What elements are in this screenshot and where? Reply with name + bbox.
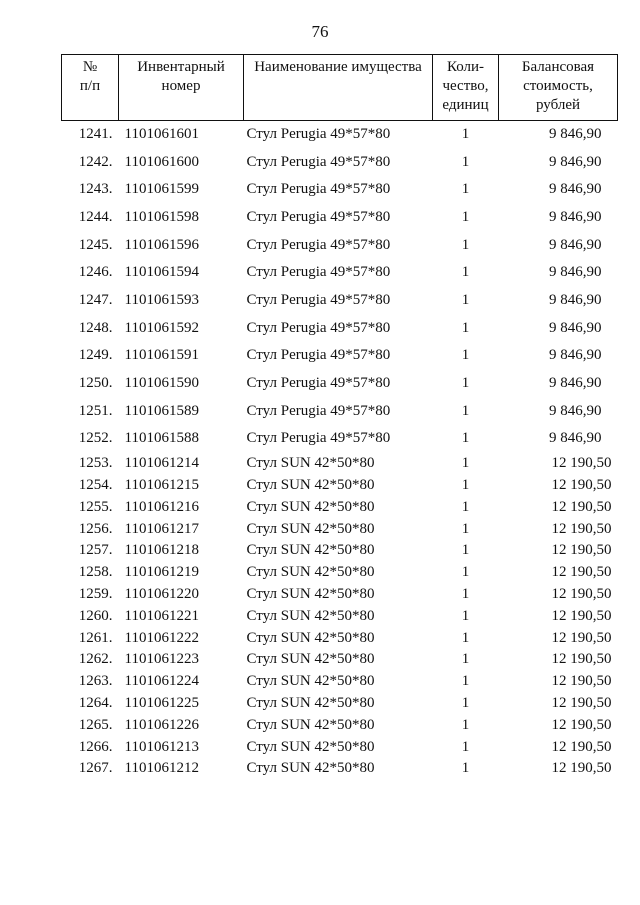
quantity: 1 [461, 291, 470, 308]
quantity: 1 [461, 564, 470, 581]
row-number: 1258. [78, 564, 113, 581]
quantity: 1 [461, 651, 470, 668]
row-number: 1261. [78, 629, 113, 646]
quantity: 1 [461, 455, 470, 472]
item-name: Стул SUN 42*50*80 [246, 585, 375, 602]
book-value: 12 190,50 [551, 498, 612, 515]
quantity: 1 [461, 347, 470, 364]
row-number: 1266. [78, 738, 113, 755]
row-number: 1265. [78, 716, 113, 733]
row-number: 1246. [78, 264, 113, 281]
inventory-number: 1101061221 [124, 607, 199, 624]
quantity: 1 [461, 153, 470, 170]
quantity: 1 [461, 760, 470, 777]
inventory-number: 1101061591 [124, 347, 199, 364]
inventory-number: 1101061599 [124, 181, 199, 198]
row-number: 1257. [78, 542, 113, 559]
header-line: рублей [535, 97, 581, 113]
table-body-perugia [62, 121, 618, 453]
quantity: 1 [461, 208, 470, 225]
inventory-number: 1101061216 [124, 498, 199, 515]
header-line: стоимость, [523, 78, 593, 94]
header-line: чество, [442, 78, 489, 94]
item-name: Стул Perugia 49*57*80 [246, 375, 391, 392]
table-row [62, 671, 618, 693]
table-row [62, 627, 618, 649]
quantity: 1 [461, 264, 470, 281]
inventory-number: 1101061224 [124, 673, 199, 690]
book-value: 9 846,90 [549, 375, 602, 392]
book-value: 12 190,50 [551, 694, 612, 711]
header-line: Инвентарный [137, 59, 225, 75]
row-number: 1242. [78, 153, 113, 170]
item-name: Стул SUN 42*50*80 [246, 520, 375, 537]
quantity: 1 [461, 629, 470, 646]
item-name: Стул Perugia 49*57*80 [246, 430, 391, 447]
table-row [62, 649, 618, 671]
row-number: 1260. [78, 607, 113, 624]
table-row [62, 231, 618, 259]
row-number: 1243. [78, 181, 113, 198]
table-header [62, 55, 618, 121]
book-value: 12 190,50 [551, 629, 612, 646]
row-number: 1263. [78, 673, 113, 690]
book-value: 12 190,50 [551, 520, 612, 537]
header-line: № [82, 59, 98, 75]
header-line: Балансовая [521, 59, 595, 75]
quantity: 1 [461, 126, 470, 143]
table-row [62, 693, 618, 715]
quantity: 1 [461, 716, 470, 733]
table-row [62, 287, 618, 315]
book-value: 9 846,90 [549, 402, 602, 419]
inventory-number: 1101061213 [124, 738, 199, 755]
book-value: 9 846,90 [549, 430, 602, 447]
table-row [62, 736, 618, 758]
inventory-number: 1101061596 [124, 236, 199, 253]
table-row [62, 425, 618, 453]
book-value: 9 846,90 [549, 319, 602, 336]
row-number: 1252. [78, 430, 113, 447]
book-value: 9 846,90 [549, 181, 602, 198]
inventory-number: 1101061592 [124, 319, 199, 336]
item-name: Стул SUN 42*50*80 [246, 738, 375, 755]
book-value: 9 846,90 [549, 236, 602, 253]
row-number: 1253. [78, 455, 113, 472]
table-row [62, 148, 618, 176]
row-number: 1247. [78, 291, 113, 308]
item-name: Стул SUN 42*50*80 [246, 498, 375, 515]
row-number: 1262. [78, 651, 113, 668]
item-name: Стул SUN 42*50*80 [246, 455, 375, 472]
item-name: Стул SUN 42*50*80 [246, 629, 375, 646]
book-value: 12 190,50 [551, 455, 612, 472]
table-row [62, 584, 618, 606]
book-value: 12 190,50 [551, 673, 612, 690]
table-row [62, 453, 618, 475]
item-name: Стул Perugia 49*57*80 [246, 319, 391, 336]
item-name: Стул SUN 42*50*80 [246, 607, 375, 624]
table-body-sun [62, 453, 618, 780]
inventory-number: 1101061225 [124, 694, 199, 711]
table-row [62, 204, 618, 232]
book-value: 9 846,90 [549, 208, 602, 225]
item-name: Стул Perugia 49*57*80 [246, 236, 391, 253]
book-value: 9 846,90 [549, 153, 602, 170]
row-number: 1244. [78, 208, 113, 225]
quantity: 1 [461, 319, 470, 336]
book-value: 12 190,50 [551, 564, 612, 581]
page-number: 76 [311, 22, 329, 41]
inventory-number: 1101061590 [124, 375, 199, 392]
row-number: 1267. [78, 760, 113, 777]
book-value: 9 846,90 [549, 126, 602, 143]
inventory-number: 1101061223 [124, 651, 199, 668]
item-name: Стул Perugia 49*57*80 [246, 181, 391, 198]
inventory-number: 1101061219 [124, 564, 199, 581]
row-number: 1250. [78, 375, 113, 392]
quantity: 1 [461, 585, 470, 602]
inventory-number: 1101061217 [124, 520, 199, 537]
table-row [62, 176, 618, 204]
inventory-number: 1101061600 [124, 153, 199, 170]
header-line: Наименование имущества [254, 59, 422, 75]
item-name: Стул SUN 42*50*80 [246, 564, 375, 581]
inventory-number: 1101061598 [124, 208, 199, 225]
header-number [62, 55, 119, 121]
book-value: 9 846,90 [549, 347, 602, 364]
inventory-number: 1101061589 [124, 402, 199, 419]
quantity: 1 [461, 498, 470, 515]
book-value: 12 190,50 [551, 476, 612, 493]
quantity: 1 [461, 673, 470, 690]
inventory-number: 1101061226 [124, 716, 199, 733]
item-name: Стул SUN 42*50*80 [246, 673, 375, 690]
header-line: единиц [442, 97, 489, 113]
table-row [62, 540, 618, 562]
table-row [62, 605, 618, 627]
item-name: Стул Perugia 49*57*80 [246, 402, 391, 419]
item-name: Стул Perugia 49*57*80 [246, 208, 391, 225]
book-value: 12 190,50 [551, 585, 612, 602]
header-line: п/п [79, 78, 101, 94]
table-row [62, 342, 618, 370]
item-name: Стул Perugia 49*57*80 [246, 264, 391, 281]
book-value: 12 190,50 [551, 738, 612, 755]
header-book-value [499, 55, 618, 121]
inventory-number: 1101061212 [124, 760, 199, 777]
book-value: 12 190,50 [551, 542, 612, 559]
book-value: 12 190,50 [551, 760, 612, 777]
inventory-number: 1101061601 [124, 126, 199, 143]
inventory-number: 1101061218 [124, 542, 199, 559]
inventory-number: 1101061215 [124, 476, 199, 493]
book-value: 12 190,50 [551, 716, 612, 733]
property-table [61, 54, 618, 780]
item-name: Стул Perugia 49*57*80 [246, 153, 391, 170]
quantity: 1 [461, 738, 470, 755]
table-row [62, 758, 618, 780]
item-name: Стул Perugia 49*57*80 [246, 126, 391, 143]
table-row [62, 714, 618, 736]
quantity: 1 [461, 476, 470, 493]
table-row [62, 259, 618, 287]
quantity: 1 [461, 236, 470, 253]
quantity: 1 [461, 542, 470, 559]
table-row [62, 562, 618, 584]
item-name: Стул Perugia 49*57*80 [246, 291, 391, 308]
item-name: Стул SUN 42*50*80 [246, 760, 375, 777]
row-number: 1259. [78, 585, 113, 602]
header-line: номер [161, 78, 201, 94]
row-number: 1254. [78, 476, 113, 493]
row-number: 1249. [78, 347, 113, 364]
inventory-number: 1101061222 [124, 629, 199, 646]
header-item-name [244, 55, 433, 121]
item-name: Стул SUN 42*50*80 [246, 476, 375, 493]
item-name: Стул SUN 42*50*80 [246, 694, 375, 711]
inventory-number: 1101061220 [124, 585, 199, 602]
book-value: 9 846,90 [549, 291, 602, 308]
book-value: 9 846,90 [549, 264, 602, 281]
item-name: Стул SUN 42*50*80 [246, 716, 375, 733]
book-value: 12 190,50 [551, 607, 612, 624]
row-number: 1248. [78, 319, 113, 336]
inventory-number: 1101061214 [124, 455, 199, 472]
item-name: Стул Perugia 49*57*80 [246, 347, 391, 364]
inventory-number: 1101061594 [124, 264, 199, 281]
inventory-number: 1101061593 [124, 291, 199, 308]
quantity: 1 [461, 694, 470, 711]
table-row [62, 475, 618, 497]
item-name: Стул SUN 42*50*80 [246, 651, 375, 668]
table-row [62, 518, 618, 540]
table-row [62, 397, 618, 425]
quantity: 1 [461, 430, 470, 447]
table-row [62, 314, 618, 342]
row-number: 1264. [78, 694, 113, 711]
header-line: Коли- [446, 59, 485, 75]
book-value: 12 190,50 [551, 651, 612, 668]
table-row [62, 496, 618, 518]
row-number: 1256. [78, 520, 113, 537]
item-name: Стул SUN 42*50*80 [246, 542, 375, 559]
quantity: 1 [461, 402, 470, 419]
table-row [62, 121, 618, 149]
quantity: 1 [461, 375, 470, 392]
row-number: 1245. [78, 236, 113, 253]
header-quantity [433, 55, 499, 121]
quantity: 1 [461, 520, 470, 537]
row-number: 1251. [78, 402, 113, 419]
inventory-number: 1101061588 [124, 430, 199, 447]
row-number: 1255. [78, 498, 113, 515]
header-inventory-number [119, 55, 244, 121]
quantity: 1 [461, 181, 470, 198]
row-number: 1241. [78, 126, 113, 143]
table-row [62, 370, 618, 398]
quantity: 1 [461, 607, 470, 624]
